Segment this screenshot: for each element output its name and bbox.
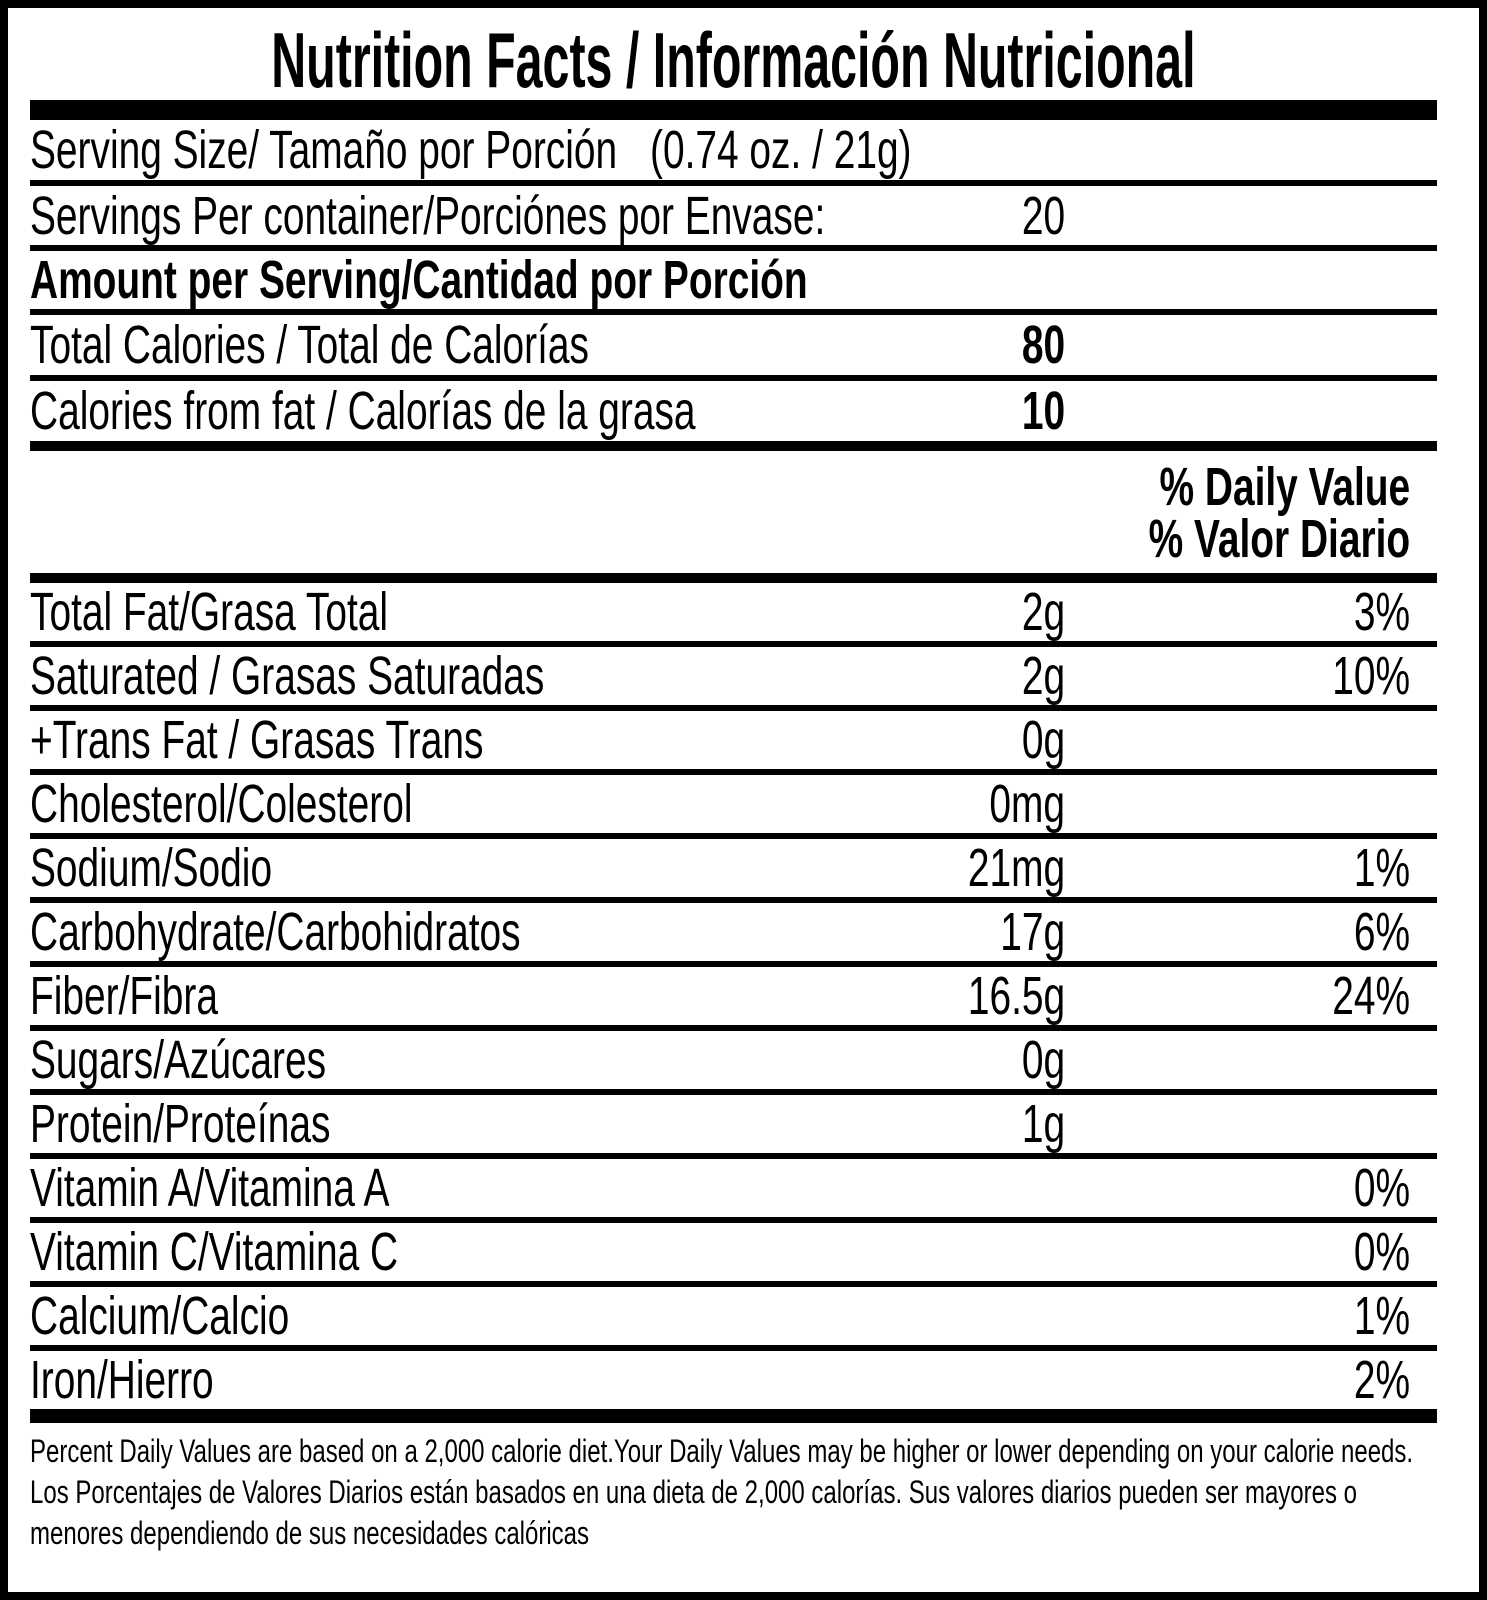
total-calories-value: 80 xyxy=(1021,315,1065,375)
nutrient-row-fiber xyxy=(30,967,1437,1031)
total-calories-label: Total Calories / Total de Calorías xyxy=(30,315,590,375)
nutrient-daily-value: 1% xyxy=(1353,1286,1410,1346)
nutrient-amount: 0g xyxy=(1021,710,1065,770)
nutrient-row-carbohydrate xyxy=(30,903,1437,967)
nutrient-row-vitamin-a xyxy=(30,1159,1437,1223)
nutrient-label: Calcium/Calcio xyxy=(30,1286,290,1346)
label-title-text: Nutrition Facts / Información Nutricional xyxy=(271,15,1196,104)
nutrient-amount: 2g xyxy=(1021,646,1065,706)
serving-size-row xyxy=(30,120,1437,186)
nutrient-label: Sugars/Azúcares xyxy=(30,1030,327,1090)
nutrient-label: Saturated / Grasas Saturadas xyxy=(30,646,545,706)
nutrient-daily-value: 1% xyxy=(1353,838,1410,898)
nutrient-label: Vitamin A/Vitamina A xyxy=(30,1158,390,1218)
nutrient-label: Protein/Proteínas xyxy=(30,1094,331,1154)
nutrient-label: Sodium/Sodio xyxy=(30,838,273,898)
nutrient-label: Fiber/Fibra xyxy=(30,966,218,1026)
nutrient-label: Cholesterol/Colesterol xyxy=(30,774,413,834)
nutrient-row-sodium xyxy=(30,839,1437,903)
nutrient-amount: 0g xyxy=(1021,1030,1065,1090)
daily-value-header-en: % Daily Value xyxy=(1159,457,1410,517)
nutrient-row-protein xyxy=(30,1095,1437,1159)
nutrient-label: +Trans Fat / Grasas Trans xyxy=(30,710,484,770)
nutrient-amount: 0mg xyxy=(989,774,1065,834)
nutrient-amount: 1g xyxy=(1021,1094,1065,1154)
nutrient-amount: 21mg xyxy=(967,838,1065,898)
nutrient-row-calcium xyxy=(30,1287,1437,1351)
nutrient-row-cholesterol xyxy=(30,775,1437,839)
calories-from-fat-value: 10 xyxy=(1021,381,1065,441)
nutrient-amount: 17g xyxy=(1000,902,1065,962)
nutrient-amount: 16.5g xyxy=(967,966,1065,1026)
serving-size-value: (0.74 oz. / 21g) xyxy=(650,120,912,180)
nutrient-daily-value: 3% xyxy=(1353,582,1410,642)
nutrient-daily-value: 24% xyxy=(1332,966,1410,1026)
serving-size-label: Serving Size/ Tamaño por Porción xyxy=(30,120,618,180)
footnote-spanish: Los Porcentajes de Valores Diarios están basados en una dieta de 2,000 calorías. Sus valores diarios pueden ser mayores o menores dependiendo de sus necesidades calóricas xyxy=(30,1474,1358,1551)
nutrient-daily-value: 2% xyxy=(1353,1350,1410,1410)
nutrient-amount: 2g xyxy=(1021,582,1065,642)
nutrient-label: Vitamin C/Vitamina C xyxy=(30,1222,399,1282)
nutrient-daily-value: 10% xyxy=(1332,646,1410,706)
daily-value-header xyxy=(30,451,1437,583)
calories-from-fat-row xyxy=(30,381,1437,451)
nutrient-label: Carbohydrate/Carbohidratos xyxy=(30,902,521,962)
servings-per-container-row xyxy=(30,186,1437,251)
daily-value-header-es: % Valor Diario xyxy=(1148,509,1410,569)
nutrient-row-sugars xyxy=(30,1031,1437,1095)
footnote-english: Percent Daily Values are based on a 2,000 calorie diet.Your Daily Values may be higher or lower depending on your calorie needs. xyxy=(30,1433,1414,1469)
nutrient-daily-value: 0% xyxy=(1353,1158,1410,1218)
nutrient-label: Total Fat/Grasa Total xyxy=(30,582,389,642)
nutrient-row-trans-fat xyxy=(30,711,1437,775)
total-calories-row xyxy=(30,315,1437,381)
servings-per-container-label: Servings Per container/Porciónes por Envase: xyxy=(30,185,826,246)
amount-per-serving-header: Amount per Serving/Cantidad por Porción xyxy=(30,250,808,310)
nutrient-daily-value: 0% xyxy=(1353,1222,1410,1282)
calories-from-fat-label: Calories from fat / Calorías de la grasa xyxy=(30,381,696,441)
label-content xyxy=(30,8,1437,1554)
amount-per-serving-header-row xyxy=(30,251,1437,315)
label-title xyxy=(30,8,1437,104)
footnotes xyxy=(30,1431,1437,1554)
nutrient-label: Iron/Hierro xyxy=(30,1350,214,1410)
nutrient-row-vitamin-c xyxy=(30,1223,1437,1287)
nutrient-row-saturated-fat xyxy=(30,647,1437,711)
nutrient-row-total-fat xyxy=(30,583,1437,647)
servings-per-container-value: 20 xyxy=(1021,185,1065,246)
nutrient-daily-value: 6% xyxy=(1353,902,1410,962)
nutrient-row-iron xyxy=(30,1351,1437,1423)
